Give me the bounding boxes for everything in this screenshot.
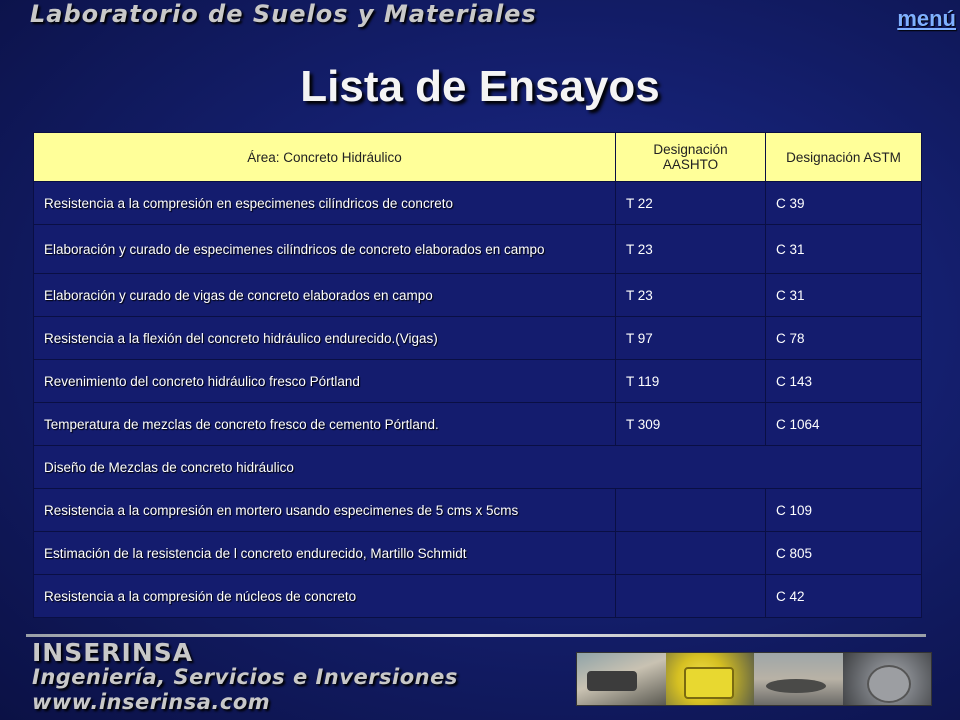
test-name: Resistencia a la compresión de núcleos de concreto bbox=[34, 575, 616, 618]
test-astm: C 39 bbox=[766, 182, 922, 225]
tests-table bbox=[33, 132, 922, 618]
test-name: Resistencia a la flexión del concreto hidráulico endurecido.(Vigas) bbox=[34, 317, 616, 360]
test-aashto: T 97 bbox=[616, 317, 766, 360]
table-row bbox=[34, 446, 922, 489]
header-astm: Designación ASTM bbox=[766, 133, 922, 182]
table-row bbox=[34, 225, 922, 274]
test-name: Resistencia a la compresión en mortero usando especimenes de 5 cms x 5cms bbox=[34, 489, 616, 532]
menu-link[interactable]: menú bbox=[897, 6, 956, 31]
lab-equipment-photo bbox=[666, 653, 755, 705]
lab-equipment-photo bbox=[754, 653, 843, 705]
table-row bbox=[34, 575, 922, 618]
table-row bbox=[34, 360, 922, 403]
test-aashto: T 22 bbox=[616, 182, 766, 225]
test-name: Estimación de la resistencia de l concreto endurecido, Martillo Schmidt bbox=[34, 532, 616, 575]
table-row bbox=[34, 532, 922, 575]
company-url: www.inserinsa.com bbox=[32, 690, 271, 714]
test-name: Diseño de Mezclas de concreto hidráulico bbox=[34, 446, 922, 489]
table-row bbox=[34, 182, 922, 225]
footer-divider bbox=[26, 634, 926, 637]
test-name: Revenimiento del concreto hidráulico fresco Pórtland bbox=[34, 360, 616, 403]
test-astm: C 78 bbox=[766, 317, 922, 360]
header-aashto: Designación AASHTO bbox=[616, 133, 766, 182]
table-row bbox=[34, 317, 922, 360]
table-row bbox=[34, 274, 922, 317]
test-aashto: T 119 bbox=[616, 360, 766, 403]
header-area: Área: Concreto Hidráulico bbox=[34, 133, 616, 182]
test-name: Elaboración y curado de especimenes cilíndricos de concreto elaborados en campo bbox=[34, 225, 616, 274]
company-name: INSERINSA bbox=[32, 638, 194, 667]
test-aashto: T 309 bbox=[616, 403, 766, 446]
lab-photo-strip bbox=[576, 652, 932, 706]
company-description: Ingeniería, Servicios e Inversiones bbox=[32, 665, 458, 689]
test-name: Temperatura de mezclas de concreto fresco de cemento Pórtland. bbox=[34, 403, 616, 446]
test-astm: C 805 bbox=[766, 532, 922, 575]
test-aashto: T 23 bbox=[616, 274, 766, 317]
table-row bbox=[34, 403, 922, 446]
table-row bbox=[34, 489, 922, 532]
table-header-row bbox=[34, 133, 922, 182]
test-name: Resistencia a la compresión en especimenes cilíndricos de concreto bbox=[34, 182, 616, 225]
test-aashto bbox=[616, 575, 766, 618]
test-aashto bbox=[616, 489, 766, 532]
test-aashto bbox=[616, 532, 766, 575]
test-astm: C 143 bbox=[766, 360, 922, 403]
test-astm: C 31 bbox=[766, 225, 922, 274]
test-astm: C 42 bbox=[766, 575, 922, 618]
test-name: Elaboración y curado de vigas de concreto elaborados en campo bbox=[34, 274, 616, 317]
lab-equipment-photo bbox=[577, 653, 666, 705]
test-astm: C 109 bbox=[766, 489, 922, 532]
test-astm: C 31 bbox=[766, 274, 922, 317]
test-aashto: T 23 bbox=[616, 225, 766, 274]
test-astm: C 1064 bbox=[766, 403, 922, 446]
header-title: Laboratorio de Suelos y Materiales bbox=[30, 0, 537, 28]
slide-title: Lista de Ensayos bbox=[300, 62, 660, 111]
lab-equipment-photo bbox=[843, 653, 932, 705]
